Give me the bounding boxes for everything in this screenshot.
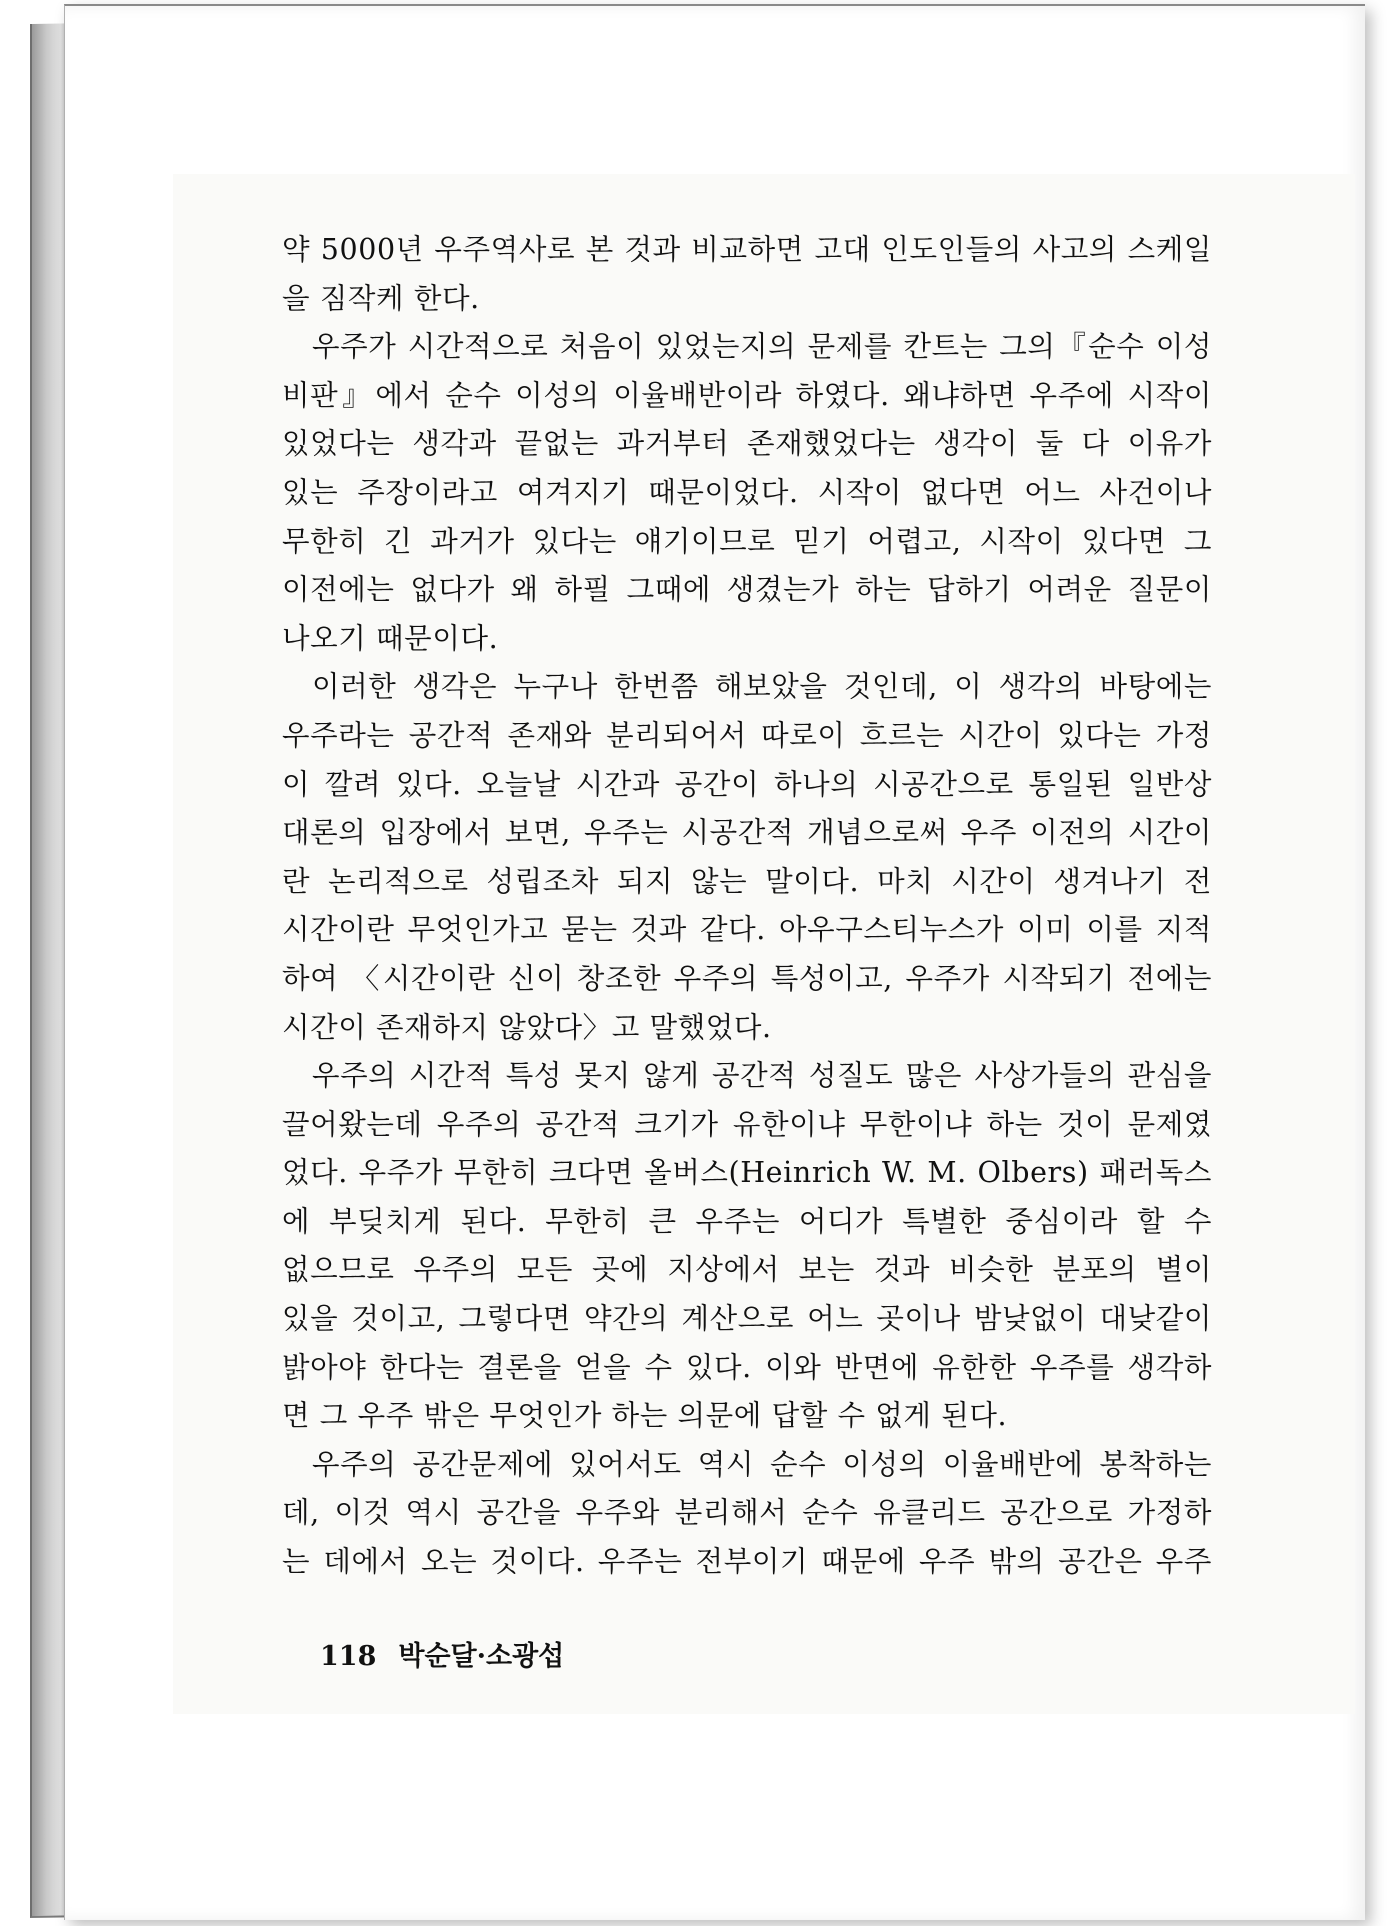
- text-line: 시간이란 무엇인가고 묻는 것과 같다. 아우구스티누스가 이미 이를 지적: [282, 913, 1212, 947]
- text-line: 있을 것이고, 그렇다면 약간의 계산으로 어느 곳이나 밤낮없이 대낮같이: [282, 1302, 1212, 1336]
- text-line: 밝아야 한다는 결론을 얻을 수 있다. 이와 반면에 유한한 우주를 생각하: [282, 1350, 1212, 1384]
- author-names: 박순달·소광섭: [398, 1641, 565, 1672]
- text-line: 우주의 공간문제에 있어서도 역시 순수 이성의 이율배반에 봉착하는: [312, 1447, 1212, 1481]
- text-line: 있었다는 생각과 끝없는 과거부터 존재했었다는 생각이 둘 다 이유가: [282, 427, 1212, 461]
- text-line: 우주가 시간적으로 처음이 있었는지의 문제를 칸트는 그의『순수 이성: [312, 330, 1212, 364]
- text-line: 비판』에서 순수 이성의 이율배반이라 하였다. 왜냐하면 우주에 시작이: [282, 378, 1212, 412]
- text-line: 을 짐작케 한다.: [282, 281, 480, 315]
- text-line: 없으므로 우주의 모든 곳에 지상에서 보는 것과 비슷한 분포의 별이: [282, 1253, 1212, 1287]
- text-line: 나오기 때문이다.: [282, 621, 499, 655]
- text-line: 었다. 우주가 무한히 크다면 올버스(Heinrich W. M. Olbers) 패러독스: [282, 1156, 1212, 1190]
- text-line: 이 깔려 있다. 오늘날 시간과 공간이 하나의 시공간으로 통일된 일반상: [282, 767, 1212, 801]
- page-number: 118: [320, 1641, 377, 1672]
- text-line: 우주의 시간적 특성 못지 않게 공간적 성질도 많은 사상가들의 관심을: [312, 1059, 1212, 1093]
- text-line: 면 그 우주 밖은 무엇인가 하는 의문에 답할 수 없게 된다.: [282, 1399, 1008, 1433]
- text-line: 약 5000년 우주역사로 본 것과 비교하면 고대 인도인들의 사고의 스케일: [282, 233, 1212, 266]
- text-line: 끌어왔는데 우주의 공간적 크기가 유한이냐 무한이냐 하는 것이 문제였: [282, 1107, 1212, 1141]
- body-text: [282, 226, 1212, 1587]
- text-line: 우주라는 공간적 존재와 분리되어서 따로이 흐르는 시간이 있다는 가정: [282, 718, 1212, 752]
- page-footer: [320, 1634, 564, 1673]
- text-line: 란 논리적으로 성립조차 되지 않는 말이다. 마치 시간이 생겨나기 전: [282, 864, 1212, 898]
- text-line: 시간이 존재하지 않았다〉고 말했었다.: [282, 1010, 772, 1044]
- text-line: 는 데에서 오는 것이다. 우주는 전부이기 때문에 우주 밖의 공간은 우주: [282, 1545, 1212, 1579]
- text-line: 에 부딪치게 된다. 무한히 큰 우주는 어디가 특별한 중심이라 할 수: [282, 1204, 1212, 1238]
- text-line: 있는 주장이라고 여겨지기 때문이었다. 시작이 없다면 어느 사건이나: [282, 475, 1212, 509]
- text-line: 하여 〈시간이란 신이 창조한 우주의 특성이고, 우주가 시작되기 전에는: [282, 961, 1212, 995]
- book-spine: [30, 23, 68, 1918]
- text-line: 이전에는 없다가 왜 하필 그때에 생겼는가 하는 답하기 어려운 질문이: [282, 573, 1212, 607]
- text-line: 이러한 생각은 누구나 한번쯤 해보았을 것인데, 이 생각의 바탕에는: [312, 670, 1212, 704]
- text-line: 대론의 입장에서 보면, 우주는 시공간적 개념으로써 우주 이전의 시간이: [282, 816, 1212, 850]
- text-line: 무한히 긴 과거가 있다는 얘기이므로 믿기 어렵고, 시작이 있다면 그: [282, 524, 1212, 558]
- text-line: 데, 이것 역시 공간을 우주와 분리해서 순수 유클리드 공간으로 가정하: [282, 1496, 1212, 1530]
